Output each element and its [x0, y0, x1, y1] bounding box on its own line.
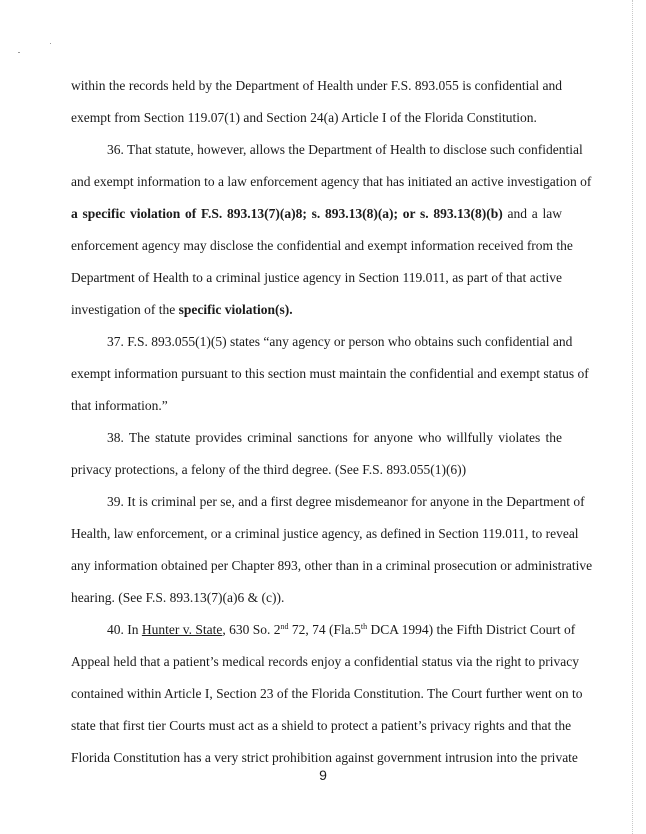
text-span: 72, 74 (Fla.5: [288, 622, 361, 637]
paragraph-37-start: 37. F.S. 893.055(1)(5) states “any agency or person who obtains such confidential and: [107, 334, 573, 349]
text-line: Florida Constitution has a very strict prohibition against government intrusion into the private: [71, 750, 578, 765]
scan-speck: [50, 43, 51, 44]
bold-phrase: specific violation(s).: [178, 302, 293, 317]
text-line: privacy protections, a felony of the third degree. (See F.S. 893.055(1)(6)): [71, 462, 467, 477]
paragraph-38-start: 38. The statute provides criminal sanctions for anyone who willfully violates the: [107, 430, 562, 445]
paragraph-39-start: 39. It is criminal per se, and a first degree misdemeanor for anyone in the Department of: [107, 494, 585, 509]
scan-speck: [18, 52, 20, 53]
text-line: Department of Health to a criminal justice agency in Section 119.011, as part of that active: [71, 270, 562, 285]
text-line: any information obtained per Chapter 893, other than in a criminal prosecution or administrative: [71, 558, 593, 573]
text-line: Health, law enforcement, or a criminal justice agency, as defined in Section 119.011, to reveal: [71, 526, 579, 541]
text-span: 40. In: [107, 622, 142, 637]
paragraph-40-start: [107, 622, 576, 638]
superscript: nd: [280, 622, 289, 631]
text-line: Appeal held that a patient’s medical records enjoy a confidential status via the right to privacy: [71, 654, 579, 669]
scan-edge-border: [632, 0, 633, 834]
text-line: hearing. (See F.S. 893.13(7)(a)6 & (c)).: [71, 590, 285, 605]
text-span: investigation of the: [71, 302, 179, 317]
text-line: state that first tier Courts must act as a shield to protect a patient’s privacy rights and that the: [71, 718, 572, 733]
text-line: that information.”: [71, 398, 168, 413]
text-line: and exempt information to a law enforcement agency that has initiated an active investigation of: [71, 174, 592, 189]
text-line: [71, 302, 562, 318]
text-line: exempt information pursuant to this section must maintain the confidential and exempt status of: [71, 366, 589, 381]
text-line: [71, 206, 562, 222]
paragraph-36-start: 36. That statute, however, allows the Department of Health to disclose such confidential: [107, 142, 583, 157]
text-line: enforcement agency may disclose the confidential and exempt information received from the: [71, 238, 573, 253]
text-line: contained within Article I, Section 23 of the Florida Constitution. The Court further went on to: [71, 686, 583, 701]
text-line: within the records held by the Department of Health under F.S. 893.055 is confidential and: [71, 78, 562, 93]
text-line: exempt from Section 119.07(1) and Section 24(a) Article I of the Florida Constitution.: [71, 110, 537, 125]
text-span: , 630 So. 2: [222, 622, 281, 637]
text-span: and a law: [502, 206, 562, 221]
text-span: DCA 1994) the Fifth District Court of: [367, 622, 576, 637]
bold-citation: a specific violation of F.S. 893.13(7)(a)8; s. 893.13(8)(a); or s. 893.13(8)(b): [71, 206, 503, 221]
case-citation: Hunter v. State: [141, 622, 223, 637]
superscript: th: [360, 622, 368, 631]
page-number: 9: [319, 767, 327, 783]
